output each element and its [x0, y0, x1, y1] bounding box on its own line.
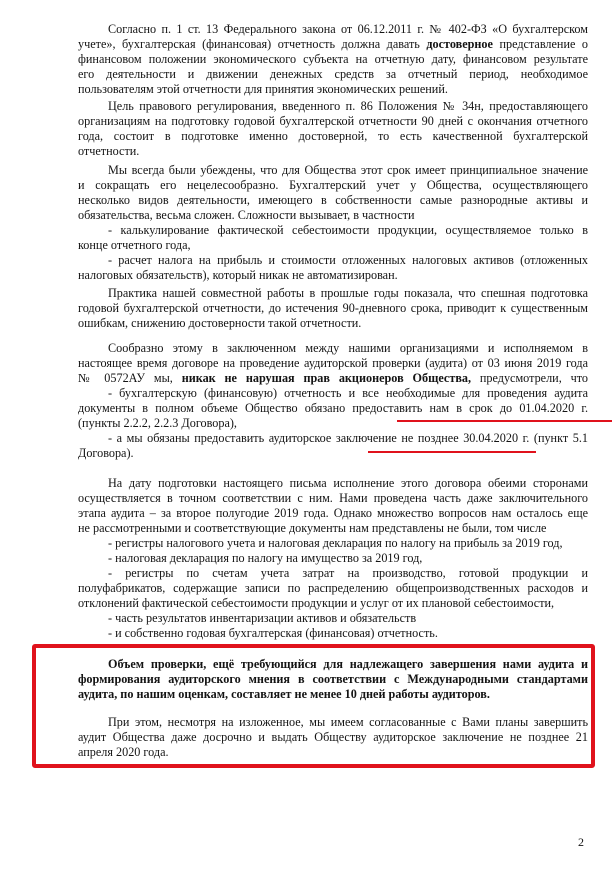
text-line: обязательства, весьма сложен. Сложности вызывает, в частности	[78, 208, 415, 222]
paragraph-complexity	[78, 163, 588, 283]
text-line: Практика нашей совместной работы в прошлые годы показала, что спешная подготовка	[108, 286, 588, 300]
paragraph-plans	[78, 715, 588, 760]
text-line: Объем проверки, ещё требующийся для надлежащего завершения нами аудита и	[108, 657, 588, 671]
list-item-continuation: документы в полном объеме Общество обязано предоставить нам в срок до 01.04.2020 г.	[78, 401, 588, 415]
paragraph-audit-scope	[78, 657, 588, 702]
list-item: - а мы обязаны предоставить аудиторское заключение не позднее 30.04.2020 г. (пункт 5.1	[108, 431, 588, 445]
paragraph-status	[78, 476, 588, 641]
text-line	[78, 37, 588, 52]
list-item-continuation: (пункты 2.2.2, 2.2.3 Договора),	[78, 416, 237, 430]
text-span: предусмотрели, что	[471, 371, 588, 385]
text-line: апреля 2020 года.	[78, 745, 169, 759]
text-span: № 0572АУ мы,	[78, 371, 182, 385]
text-line: пользователям этой отчетности для принятия экономических решений.	[78, 82, 448, 96]
bold-term: достоверное	[426, 37, 493, 51]
page-number: 2	[578, 835, 584, 849]
text-line: его деятельности и движении денежных средств за отчетный период, необходимое	[78, 67, 588, 81]
text-line: этапа аудита – за второе полугодие 2019 года. Однако множество вопросов нам осталось еще	[78, 506, 588, 520]
bold-phrase: никак не нарушая прав акционеров Общества,	[181, 371, 472, 385]
text-line: Цель правового регулирования, введенного п. 86 Положения № 34н, предоставляющего	[108, 99, 588, 113]
list-item: - расчет налога на прибыль и стоимости отложенных налоговых активов (отложенных	[108, 253, 588, 267]
list-item-continuation: полуфабрикатов, содержащие записи по распределению общепроизводственных расходов и	[78, 581, 588, 595]
text-line: годовой бухгалтерской отчетности, до истечения 90-дневного срока, приводит к существенным	[78, 301, 588, 315]
list-item: - регистры по счетам учета затрат на производство, готовой продукции и	[108, 566, 588, 580]
list-item: - налоговая декларация по налогу на имущество за 2019 год,	[108, 551, 423, 565]
list-item: - регистры налогового учета и налоговая декларация по налогу на прибыль за 2019 год,	[108, 536, 563, 550]
text-line: несколько видов деятельности, имеющего в собственности самые разнородные активы и	[78, 193, 588, 207]
list-item: - калькулирование фактической себестоимости продукции, осуществляемое только в	[108, 223, 588, 237]
text-line	[78, 371, 588, 386]
text-line: осуществляется в точном соответствии с ним. Нами проведена часть даже заключительного	[78, 491, 588, 505]
text-line: финансовом положении экономического субъекта на отчетную дату, финансовом результате	[78, 52, 588, 66]
text-line: и сокращать его нецелесообразно. Бухгалтерский учет у Общества, осуществляющего	[78, 178, 588, 192]
list-item-continuation: конце отчетного года,	[78, 238, 191, 252]
list-item-continuation: налоговых обязательств), который никак не автоматизирован.	[78, 268, 398, 282]
paragraph-regulation-goal	[78, 99, 588, 159]
text-line: Согласно п. 1 ст. 13 Федерального закона от 06.12.2011 г. № 402-ФЗ «О бухгалтерском	[108, 22, 588, 36]
text-span: представление о	[492, 37, 588, 51]
list-item-continuation: Договора).	[78, 446, 134, 460]
paragraph-law-reference	[78, 22, 588, 97]
text-line: На дату подготовки настоящего письма исполнение этого договора обеими сторонами	[108, 476, 588, 490]
deadline-underline-2	[368, 451, 536, 453]
text-line: Мы всегда были убеждены, что для Общества этот срок имеет принципиальное значение	[108, 163, 588, 177]
text-line: формирования аудиторского мнения в соответствии с Международными стандартами	[78, 672, 588, 686]
deadline-underline-1	[397, 420, 612, 422]
paragraph-practice	[78, 286, 588, 331]
list-item: - часть результатов инвентаризации активов и обязательств	[108, 611, 417, 625]
text-line: не рассмотренными и соответствующие документы нам представлены не были, том числе	[78, 521, 547, 535]
text-line: года, состоит в подготовке именно достоверной, то есть качественной бухгалтерской	[78, 129, 588, 143]
list-item-continuation: отклонений фактической себестоимости продукции и услуг от их плановой себестоимости,	[78, 596, 555, 610]
text-line: настоящее время договоре на проведение аудиторской проверки (аудита) от 03 июня 2019 года	[78, 356, 588, 370]
list-item: - бухгалтерскую (финансовую) отчетность и все необходимые для проведения аудита	[108, 386, 588, 400]
text-line: Сообразно этому в заключенном между нашими организациями и исполняемом в	[108, 341, 588, 355]
text-line: ошибкам, снижению достоверности такой отчетности.	[78, 316, 362, 330]
text-line: аудита, по нашим оценкам, составляет не менее 10 дней работы аудиторов.	[78, 687, 490, 701]
text-line: организациям на подготовку годовой бухгалтерской отчетности 90 дней с окончания отчетного	[78, 114, 588, 128]
paragraph-contract	[78, 341, 588, 461]
text-line: отчетности.	[78, 144, 140, 158]
text-span: учете», бухгалтерская (финансовая) отчетность должна давать	[78, 37, 427, 51]
list-item: - и собственно годовая бухгалтерская (финансовая) отчетность.	[108, 626, 438, 640]
text-line: При этом, несмотря на изложенное, мы имеем согласованные с Вами планы завершить	[108, 715, 588, 729]
text-line: аудит Общества даже досрочно и выдать Обществу аудиторское заключение не позднее 21	[78, 730, 588, 744]
